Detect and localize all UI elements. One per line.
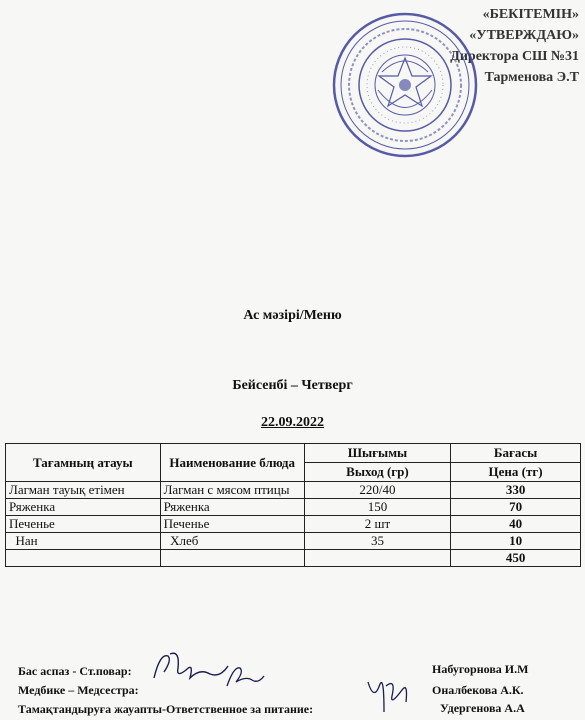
dish-ru: Лагман с мясом птицы <box>160 482 304 499</box>
table-row <box>6 499 581 516</box>
dish-price: 40 <box>451 516 581 533</box>
dish-output: 35 <box>304 533 450 550</box>
total-empty-cell <box>6 550 161 567</box>
approval-line-kz: «БЕКІТЕМІН» <box>482 7 579 22</box>
menu-title: Ас мәзірі/Меню <box>243 308 342 323</box>
dish-kz: Нан <box>6 533 161 550</box>
cook-signature <box>150 648 230 686</box>
dish-price: 330 <box>451 482 581 499</box>
table-row <box>6 533 581 550</box>
dish-output: 2 шт <box>304 516 450 533</box>
dish-kz: Лагман тауық етімен <box>6 482 161 499</box>
menu-days: Бейсенбі – Четверг <box>232 378 353 393</box>
header-dish-ru: Наименование блюда <box>160 444 304 482</box>
official-seal-stamp <box>330 10 480 160</box>
table-total-row <box>6 550 581 567</box>
header-output-ru: Выход (гр) <box>304 463 450 482</box>
dish-ru: Печенье <box>160 516 304 533</box>
cook-name: Набугорнова И.М <box>432 662 529 676</box>
total-price: 450 <box>451 550 581 567</box>
dish-ru: Хлеб <box>160 533 304 550</box>
total-empty-cell <box>304 550 450 567</box>
approval-line-ru: «УТВЕРЖДАЮ» <box>469 28 579 43</box>
responsible-signature <box>362 672 412 718</box>
menu-date: 22.09.2022 <box>261 415 324 430</box>
cook-role: Бас аспаз - Ст.повар: <box>18 664 132 678</box>
dish-ru: Ряженка <box>160 499 304 516</box>
nurse-role: Медбике – Медсестра: <box>18 683 139 697</box>
dish-price: 70 <box>451 499 581 516</box>
approval-name: Тарменова Э.Т <box>484 70 579 85</box>
header-output-kz: Шығымы <box>304 444 450 463</box>
approval-position: Директора СШ №31 <box>450 49 579 64</box>
menu-table <box>5 443 581 567</box>
nurse-signature <box>222 662 267 692</box>
header-dish-kz: Тағамның атауы <box>6 444 161 482</box>
table-row <box>6 482 581 499</box>
header-price-kz: Бағасы <box>451 444 581 463</box>
dish-kz: Печенье <box>6 516 161 533</box>
table-row <box>6 516 581 533</box>
dish-price: 10 <box>451 533 581 550</box>
dish-output: 150 <box>304 499 450 516</box>
nurse-name: Оналбекова А.К. <box>432 683 524 697</box>
responsible-role: Тамақтандыруға жауапты-Ответственное за питание: <box>18 702 314 716</box>
responsible-name: Удергенова А.А <box>440 701 525 715</box>
total-empty-cell <box>160 550 304 567</box>
dish-kz: Ряженка <box>6 499 161 516</box>
header-price-ru: Цена (тг) <box>451 463 581 482</box>
dish-output: 220/40 <box>304 482 450 499</box>
